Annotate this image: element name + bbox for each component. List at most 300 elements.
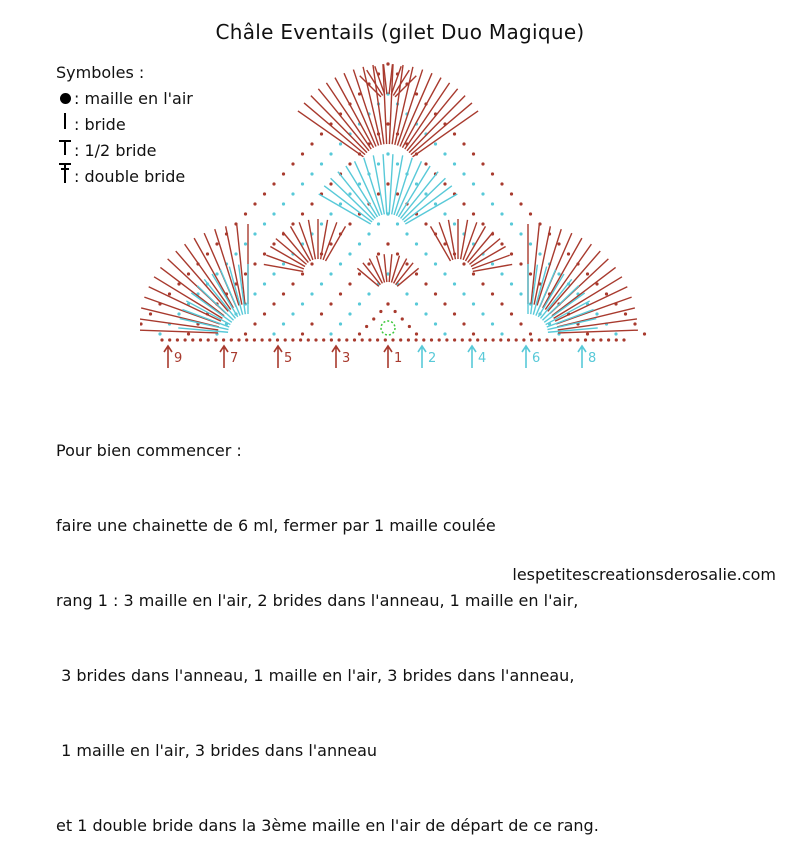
chain-dot [282,202,285,205]
chain-dot [538,252,541,255]
chain-dot [401,317,404,320]
legend-label: : bride [74,115,126,134]
chain-dot [453,222,456,225]
chain-dot [415,302,418,305]
stitch-mark [461,220,468,259]
chain-dot [396,222,399,225]
chain-dot [415,242,418,245]
chain-dot [472,182,475,185]
chain-dot [291,162,294,165]
chain-dot [230,338,233,341]
chain-dot [510,222,513,225]
chain-dot [320,282,323,285]
chain-dot [569,338,572,341]
chain-dot [510,282,513,285]
chain-dot [615,338,618,341]
chain-dot [263,312,266,315]
chain-dot [310,202,313,205]
row-arrow-icon [164,346,172,368]
start-ring [381,321,395,335]
website-url: lespetitescreationsderosalie.com [512,565,776,584]
chain-dot [430,338,433,341]
row-label: 2 [428,351,437,366]
chain-dot [434,202,437,205]
chain-dot [177,312,180,315]
stitch-mark [384,254,387,282]
chain-dot [253,262,256,265]
instructions-heading: Pour bien commencer : [56,441,242,460]
chain-dot [462,202,465,205]
stitch-mark [407,89,458,151]
chain-dot [434,262,437,265]
chain-dot [599,338,602,341]
chain-dot [320,222,323,225]
chain-dot [365,325,368,328]
chain-dot [424,222,427,225]
chain-dot [481,192,484,195]
chain-dot [168,338,171,341]
chain-dot [176,338,179,341]
chain-dot [386,182,389,185]
chain-dot [491,322,494,325]
chain-dot [396,252,399,255]
chain-dot [339,262,342,265]
chain-dot [453,282,456,285]
chain-dot [253,202,256,205]
stitch-mark [405,83,450,149]
chain-dot [184,338,187,341]
chain-dot [530,338,533,341]
chain-dot [377,252,380,255]
chain-dot [422,338,425,341]
chain-dot [386,302,389,305]
chain-dot [481,312,484,315]
chain-dot [348,282,351,285]
chain-dot [215,242,218,245]
chain-dot [348,252,351,255]
chain-dot [586,272,589,275]
chain-dot [408,325,411,328]
chain-dot [529,242,532,245]
chain-dot [353,338,356,341]
chain-dot [299,338,302,341]
chain-dot [367,262,370,265]
chain-dot [507,338,510,341]
chain-dot [405,292,408,295]
chain-dot [187,272,190,275]
chain-dot [345,338,348,341]
chain-dot [567,252,570,255]
chain-dot [253,232,256,235]
stitch-mark [176,251,229,311]
stitch-mark [226,226,242,304]
chain-dot [476,338,479,341]
chain-dot [519,322,522,325]
row-arrow-icon [522,346,530,368]
chain-dot [462,142,465,145]
stitch-mark [308,220,315,259]
chain-dot [348,312,351,315]
chain-dot [372,317,375,320]
chain-dot [301,182,304,185]
chain-dot [484,338,487,341]
chain-dot [499,338,502,341]
chain-dot [301,302,304,305]
chain-dot [461,338,464,341]
chain-dot [586,332,589,335]
chain-dot [519,232,522,235]
chain-dot [282,172,285,175]
chain-dot [214,338,217,341]
row-label: 7 [230,351,239,366]
chain-dot [276,338,279,341]
chain-dot [263,282,266,285]
chain-dot [291,282,294,285]
chain-dot [445,338,448,341]
instruction-line: faire une chainette de 6 ml, fermer par 1 maille coulée [56,516,496,535]
chain-dot [291,312,294,315]
chain-dot [384,338,387,341]
chain-dot [595,312,598,315]
chain-dot [358,242,361,245]
chain-dot [329,152,332,155]
chain-dot [557,242,560,245]
chain-dot [368,338,371,341]
chain-dot [158,332,161,335]
chain-dot [376,338,379,341]
chain-dot [481,282,484,285]
chain-dot [443,152,446,155]
chain-dot [529,212,532,215]
chain-dot [310,322,313,325]
chain-dot [519,292,522,295]
stitch-pattern [140,62,646,341]
chain-dot [614,332,617,335]
row-arrow-icon [332,346,340,368]
chain-dot [472,152,475,155]
stitch-mark [383,154,387,214]
row-label: 5 [284,351,293,366]
stitch-mark [389,254,392,282]
chain-dot [529,332,532,335]
chain-dot [386,62,389,65]
chain-dot [244,212,247,215]
chain-dot [522,338,525,341]
stitch-mark [304,103,365,155]
chain-dot [492,338,495,341]
row-arrow-icon [384,346,392,368]
chain-dot [515,338,518,341]
row-label: 3 [342,351,351,366]
chain-dot [330,338,333,341]
chain-dot [314,338,317,341]
legend-label: : maille en l'air [74,89,193,108]
row-arrow-icon [578,346,586,368]
chain-dot [263,192,266,195]
stitch-mark [389,154,393,214]
chain-dot [500,242,503,245]
stitch-mark [344,73,376,146]
chain-dot [462,322,465,325]
chain-dot [415,338,418,341]
chain-dot [576,338,579,341]
chain-dot [500,332,503,335]
chain-dot [481,222,484,225]
chain-dot [282,322,285,325]
chain-dot [624,312,627,315]
chain-dot [168,292,171,295]
chain-dot [605,292,608,295]
chain-dot [237,338,240,341]
chain-dot [443,302,446,305]
chain-dot [510,312,513,315]
chain-dot [361,338,364,341]
chain-dot [234,252,237,255]
chain-dot [307,338,310,341]
chain-dot [557,272,560,275]
chain-dot [310,142,313,145]
chain-dot [391,338,394,341]
instruction-line: rang 1 : 3 maille en l'air, 2 brides dans l'anneau, 1 maille en l'air, [56,591,579,610]
legend-heading: Symboles : [56,63,145,82]
chain-dot [329,212,332,215]
chain-dot [415,272,418,275]
row-label: 6 [532,351,541,366]
chain-dot [320,132,323,135]
instructions [56,388,599,863]
stitch-mark [531,225,539,305]
chain-dot [253,292,256,295]
chain-dot [329,332,332,335]
chain-dot [434,322,437,325]
chain-dot [500,302,503,305]
chain-dot [339,322,342,325]
chain-dot [462,292,465,295]
chain-dot [215,272,218,275]
chain-dot [424,252,427,255]
chain-dot [545,338,548,341]
instruction-line: 3 brides dans l'anneau, 1 maille en l'air, 3 brides dans l'anneau, [56,666,575,685]
chain-dot [438,338,441,341]
chain-dot [561,338,564,341]
stitch-mark [548,251,601,311]
row-markers [164,346,596,368]
stitch-mark [395,76,416,97]
chain-dot [322,338,325,341]
chain-dot [367,292,370,295]
stitch-mark [326,83,371,149]
chain-dot [396,162,399,165]
chain-dot [377,222,380,225]
chain-dot [553,338,556,341]
stitch-mark [298,111,364,157]
chain-dot [453,338,456,341]
chain-dot [245,338,248,341]
chain-dot [453,312,456,315]
chain-dot [386,272,389,275]
chain-dot [329,182,332,185]
chain-dot [424,282,427,285]
chain-stitch-dot-icon [56,86,74,112]
stitch-mark [237,225,245,305]
row-arrow-icon [220,346,228,368]
stitch-mark [448,220,455,259]
chain-dot [206,252,209,255]
chain-dot [301,152,304,155]
stitch-mark [542,286,578,321]
stitch-mark [321,220,328,259]
chain-dot [358,302,361,305]
chain-dot [348,222,351,225]
chain-dot [424,162,427,165]
chain-dot [187,332,190,335]
chain-dot [191,338,194,341]
chain-dot [491,172,494,175]
chain-dot [272,182,275,185]
chain-dot [199,338,202,341]
row-arrow-icon [418,346,426,368]
chain-dot [320,312,323,315]
chain-dot [207,338,210,341]
chain-dot [358,332,361,335]
stitch-mark [400,73,432,146]
row-label: 4 [478,351,487,366]
chain-dot [510,252,513,255]
chain-dot [592,338,595,341]
chain-dot [263,222,266,225]
chain-dot [377,162,380,165]
stitch-mark [318,89,369,151]
chain-dot [282,292,285,295]
chain-dot [538,338,541,341]
chain-dot [443,212,446,215]
chain-dot [500,182,503,185]
chain-dot [261,338,264,341]
chain-dot [263,252,266,255]
row-arrow-icon [274,346,282,368]
chain-dot [633,322,636,325]
chain-dot [643,332,646,335]
chain-dot [310,172,313,175]
chain-dot [443,332,446,335]
chain-dot [472,212,475,215]
chain-dot [379,310,382,313]
chain-dot [424,312,427,315]
chain-dot [462,172,465,175]
row-label: 1 [394,351,403,366]
chain-dot [244,242,247,245]
stitch-mark [360,76,381,97]
treble-symbol-icon [56,111,74,139]
chain-dot [329,272,332,275]
chain-dot [272,332,275,335]
crochet-shawl-diagram [140,56,660,376]
chain-dot [462,262,465,265]
chain-dot [584,338,587,341]
chain-dot [310,262,313,265]
chain-dot [284,338,287,341]
chain-dot [407,338,410,341]
chain-dot [339,202,342,205]
chain-dot [339,142,342,145]
instruction-line: 1 maille en l'air, 3 brides dans l'anneau [56,741,378,760]
chain-dot [394,310,397,313]
chain-dot [500,272,503,275]
chain-dot [405,262,408,265]
chain-dot [472,302,475,305]
chain-dot [301,212,304,215]
chain-dot [272,302,275,305]
chain-dot [415,332,418,335]
stitch-mark [413,111,479,157]
stitch-mark [324,186,372,222]
double-treble-symbol-icon [56,161,74,193]
chain-dot [367,232,370,235]
chain-dot [291,338,294,341]
chain-dot [607,338,610,341]
chain-dot [348,162,351,165]
chain-dot [500,212,503,215]
chain-dot [272,272,275,275]
chain-dot [160,338,163,341]
row-arrow-icon [468,346,476,368]
chain-dot [491,262,494,265]
chain-dot [529,272,532,275]
chain-dot [443,182,446,185]
chain-dot [491,292,494,295]
chain-dot [472,272,475,275]
chain-dot [301,272,304,275]
chain-dot [338,338,341,341]
chain-dot [434,142,437,145]
chain-dot [386,152,389,155]
chain-dot [481,162,484,165]
chain-dot [272,212,275,215]
row-label: 9 [174,351,183,366]
stitch-mark [404,186,452,222]
chain-dot [291,192,294,195]
chart-title: Châle Eventails (gilet Duo Magique) [215,20,585,44]
legend-label: : 1/2 bride [74,141,157,160]
chain-dot [468,338,471,341]
chain-dot [472,332,475,335]
chain-dot [244,332,247,335]
chain-dot [272,242,275,245]
chain-dot [291,222,294,225]
chain-dot [453,132,456,135]
stitch-mark [197,286,233,321]
chain-dot [310,292,313,295]
chain-dot [253,338,256,341]
chain-dot [405,232,408,235]
stitch-mark [411,103,472,155]
chain-dot [329,302,332,305]
chain-dot [149,312,152,315]
chain-dot [222,338,225,341]
chain-dot [386,242,389,245]
chain-dot [519,262,522,265]
chain-dot [268,338,271,341]
chain-dot [434,292,437,295]
legend-label: : double bride [74,167,186,186]
chain-dot [358,272,361,275]
chain-dot [510,192,513,195]
stitch-mark [534,226,550,304]
chain-dot [253,322,256,325]
chain-dot [386,122,389,125]
chain-dot [320,162,323,165]
instruction-line: et 1 double bride dans la 3ème maille en l'air de départ de ce rang. [56,816,599,835]
